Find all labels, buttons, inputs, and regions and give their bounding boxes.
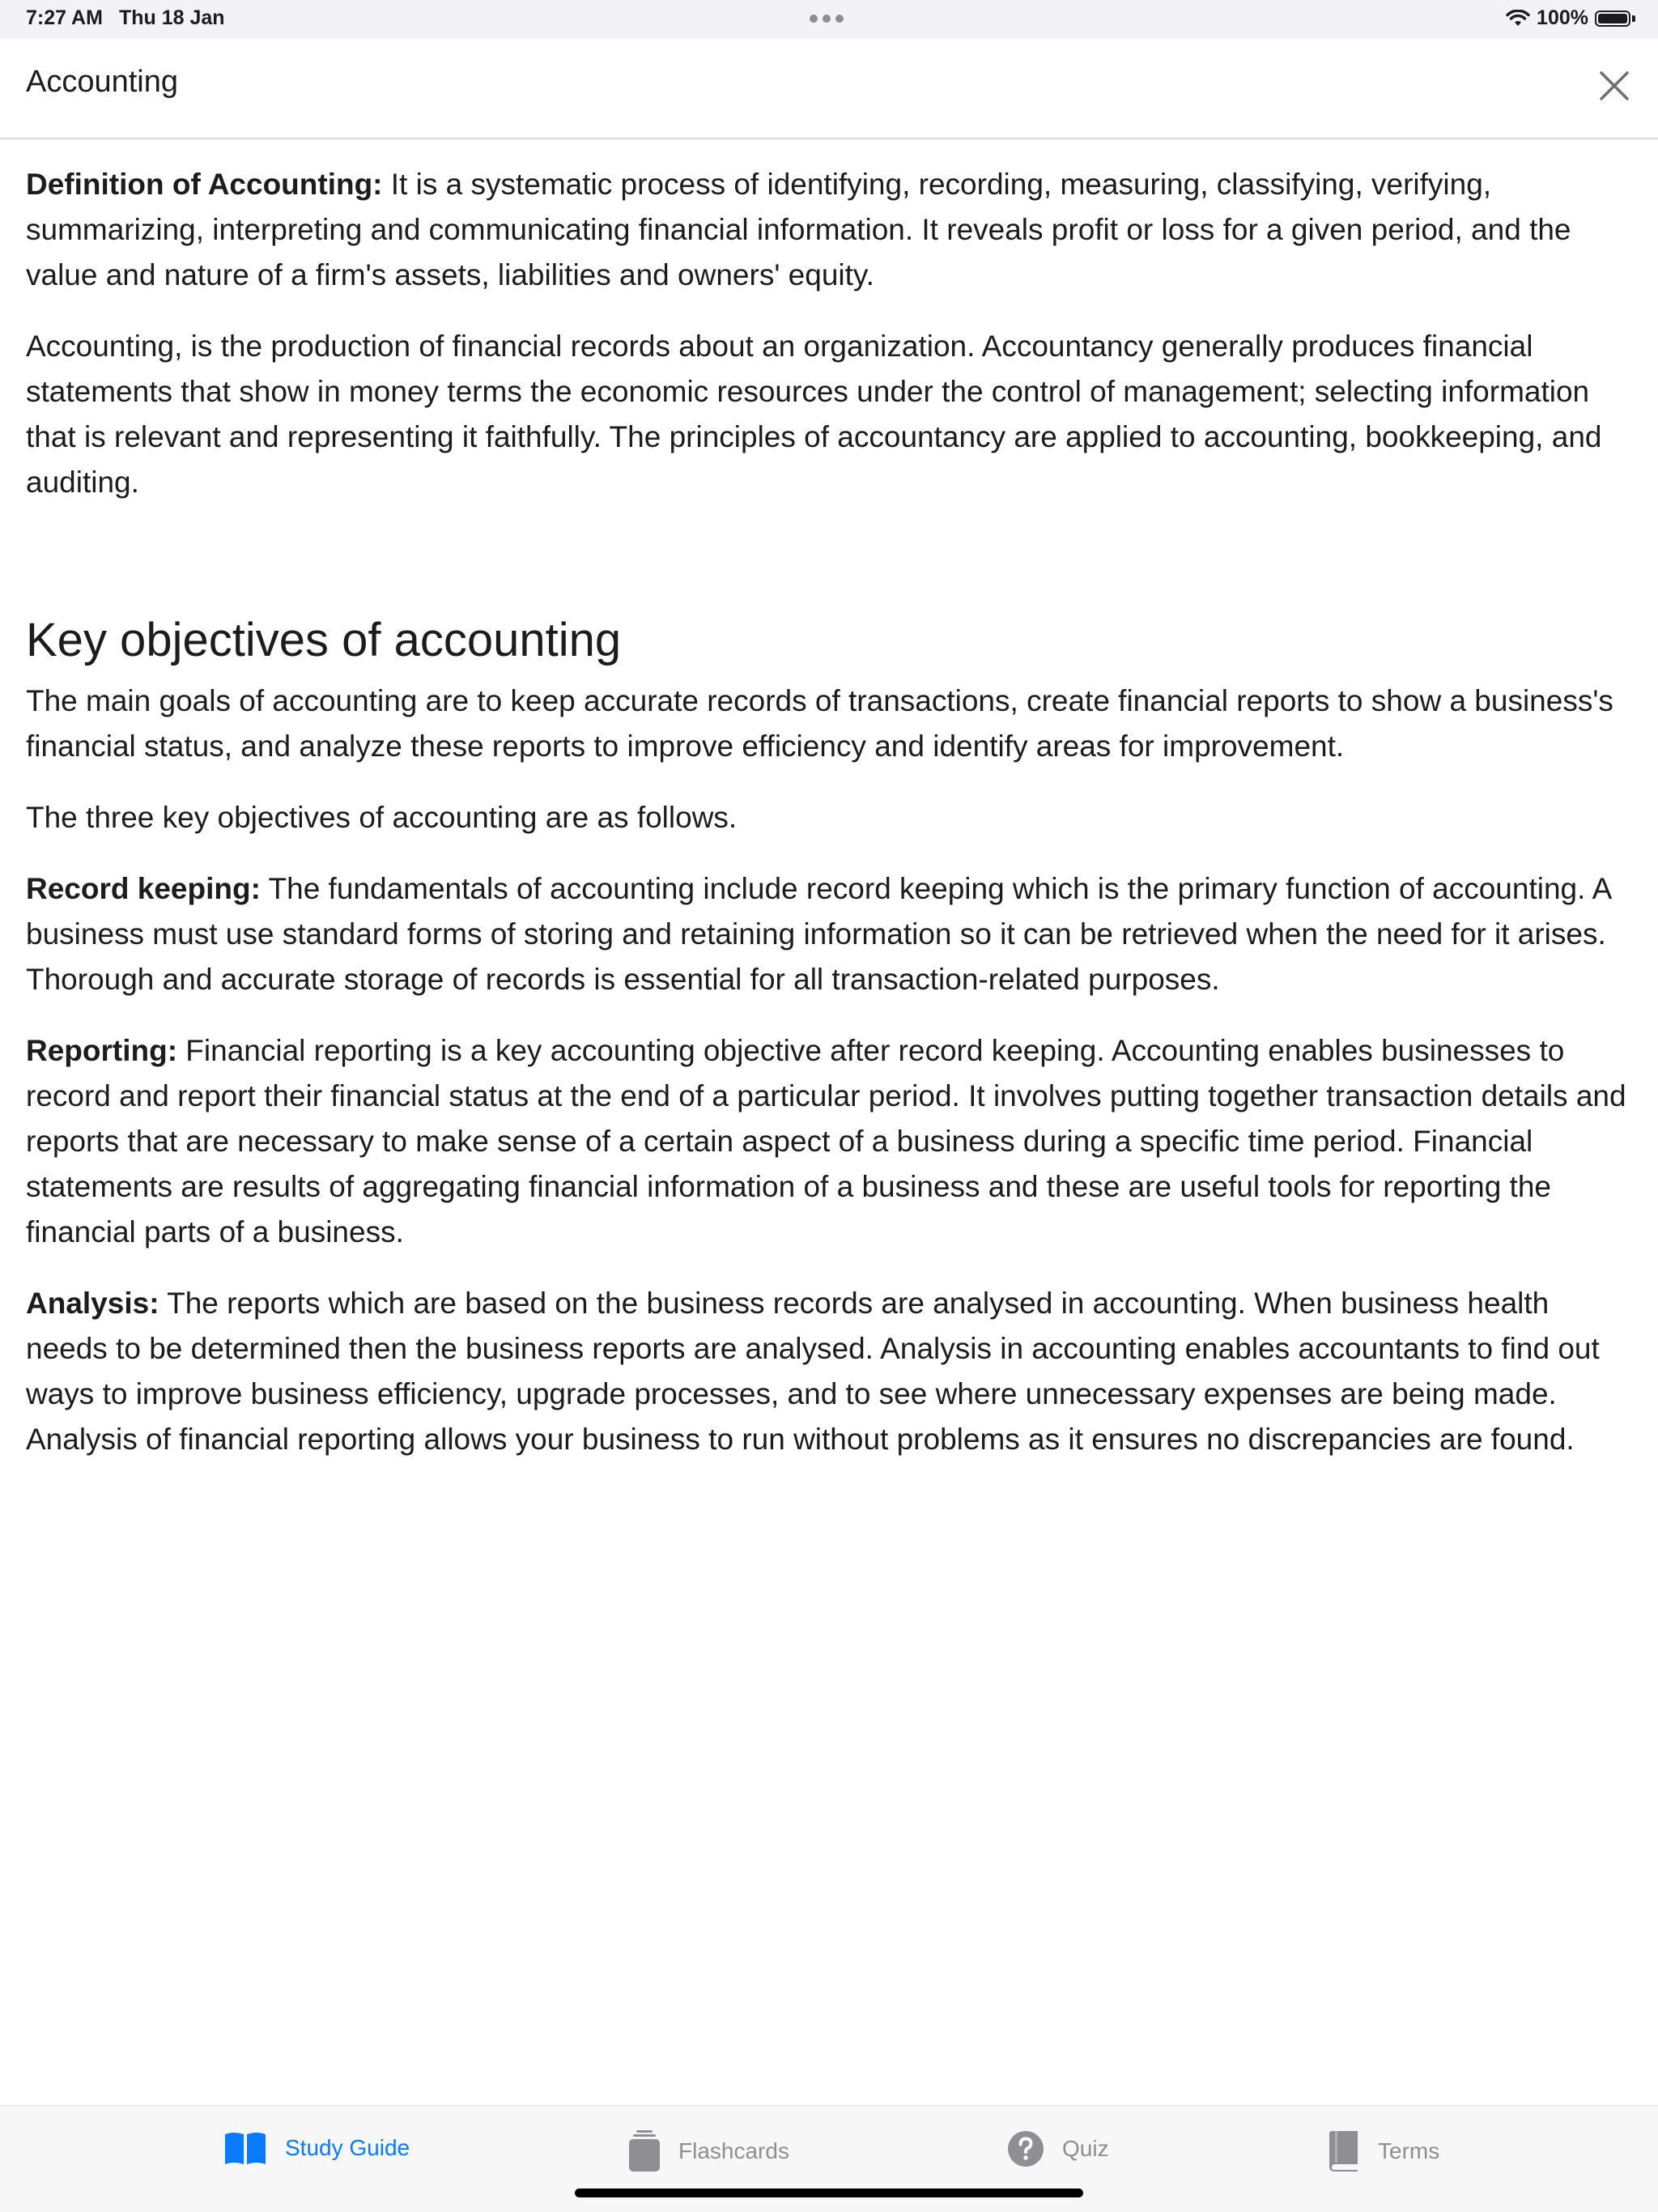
status-bar <box>0 0 1658 39</box>
reporting-term: Reporting: <box>26 1034 178 1067</box>
battery-percentage: 100% <box>1537 6 1588 29</box>
analysis-term: Analysis: <box>26 1287 159 1320</box>
status-date: Thu 18 Jan <box>118 6 225 29</box>
status-indicators <box>1506 6 1635 30</box>
tab-study-guide[interactable] <box>223 2130 410 2166</box>
tab-flashcards[interactable] <box>628 2130 789 2172</box>
tab-label-quiz: Quiz <box>1062 2136 1109 2161</box>
accounting-overview-paragraph: Accounting, is the production of financial records about an organization. Accountancy generally produces financial statements that show in money terms the economic resources under the control of management; selecting information that is relevant and representing it faithfully. The principles of accountancy are applied to accounting, bookkeeping, and auditing. <box>26 330 1602 499</box>
book-closed-icon <box>1328 2130 1360 2172</box>
navigation-header <box>0 39 1658 139</box>
analysis-text: The reports which are based on the business records are analysed in accounting. When business health needs to be determined then the business reports are analysed. Analysis in accounting enables accountants to find out ways to improve business efficiency, upgrade processes, and to see where unnecessary expenses are being made. Analysis of financial reporting allows your business to run without problems as it ensures no discrepancies are found. <box>26 1287 1600 1456</box>
analysis-paragraph <box>26 1281 1637 1462</box>
reporting-paragraph <box>26 1028 1637 1255</box>
question-circle-icon <box>1007 2130 1044 2167</box>
battery-icon <box>1595 11 1635 27</box>
close-icon <box>1598 70 1630 102</box>
multitasking-dots-icon[interactable] <box>810 15 844 23</box>
status-time-date <box>26 6 225 30</box>
section-heading: Key objectives of accounting <box>26 614 622 666</box>
close-button[interactable] <box>1598 70 1630 102</box>
cards-stack-icon <box>628 2130 661 2172</box>
objectives-intro-paragraph: The three key objectives of accounting are as follows. <box>26 801 738 834</box>
record-keeping-paragraph <box>26 866 1637 1002</box>
definition-text: It is a systematic process of identifying, recording, measuring, classifying, verifying, summarizing, interpreting and communicating financial information. It reveals profit or loss for a given period, and the value and nature of a firm's assets, liabilities and owners' equity. <box>26 168 1571 291</box>
study-guide-content <box>26 162 1637 1488</box>
tab-label-study-guide: Study Guide <box>285 2135 410 2160</box>
record-keeping-text: The fundamentals of accounting include record keeping which is the primary function of accounting. A business must use standard forms of storing and retaining information so it can be retrieved when the need for it arises. Thorough and accurate storage of records is essential for all transaction-related purposes. <box>26 872 1611 996</box>
home-indicator[interactable] <box>575 2189 1083 2197</box>
book-open-icon <box>223 2130 267 2166</box>
status-time: 7:27 AM <box>26 6 103 29</box>
record-keeping-term: Record keeping: <box>26 872 261 905</box>
wifi-icon <box>1506 10 1530 28</box>
reporting-text: Financial reporting is a key accounting objective after record keeping. Accounting enables businesses to record and report their financial status at the end of a particular period. It involves putting together transaction details and reports that are necessary to make sense of a certain aspect of a business during a specific time period. Financial statements are results of aggregating financial information of a business and these are useful tools for reporting the financial parts of a business. <box>26 1034 1626 1249</box>
page-title: Accounting <box>26 65 179 99</box>
tab-quiz[interactable] <box>1007 2130 1109 2167</box>
definition-term: Definition of Accounting: <box>26 168 383 201</box>
tab-terms[interactable] <box>1328 2130 1439 2172</box>
definition-paragraph <box>26 162 1637 298</box>
tab-label-terms: Terms <box>1378 2138 1440 2163</box>
main-goals-paragraph: The main goals of accounting are to keep accurate records of transactions, create financial reports to show a business's financial status, and analyze these reports to improve efficiency and identify areas for improvement. <box>26 684 1613 763</box>
tab-label-flashcards: Flashcards <box>678 2138 789 2163</box>
